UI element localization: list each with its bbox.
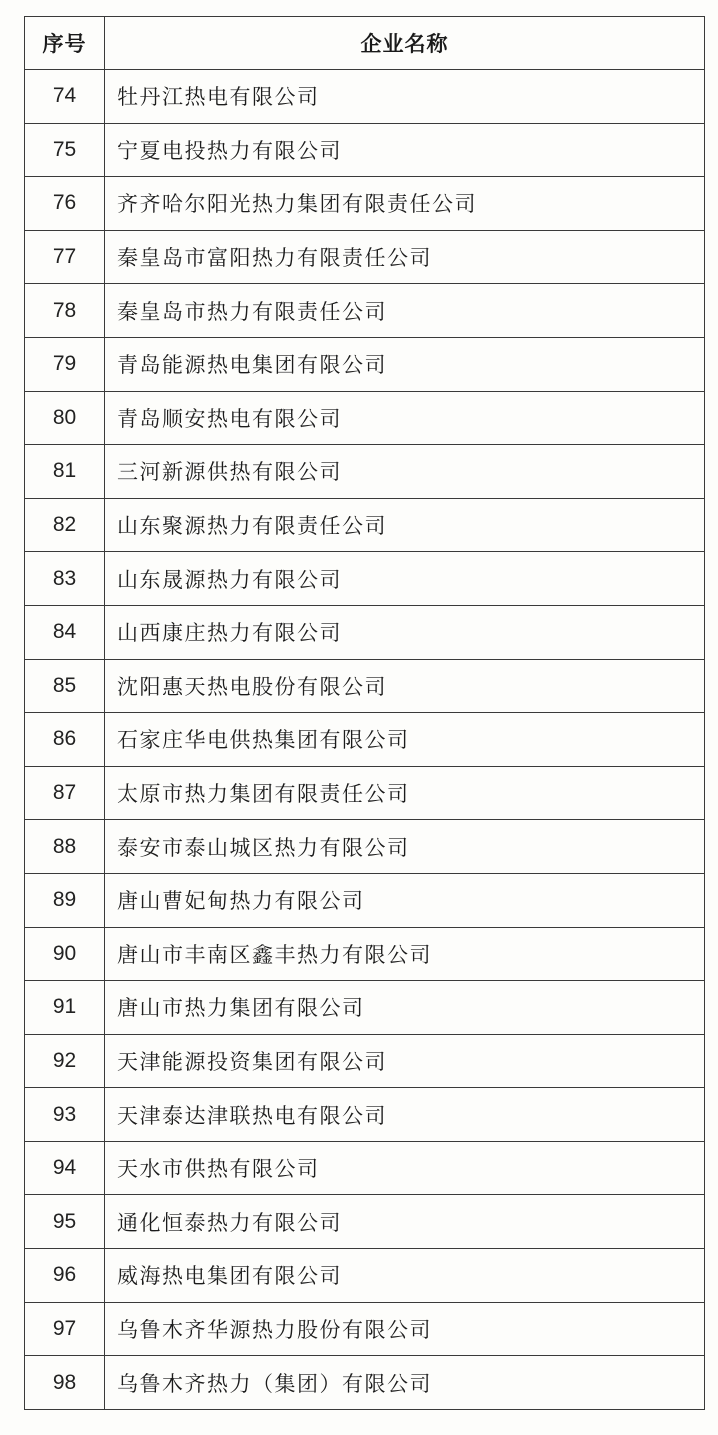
serial-number-cell: 93 [25,1088,105,1142]
enterprise-name-cell: 石家庄华电供热集团有限公司 [105,713,705,767]
table-row [25,981,705,1035]
enterprise-name-cell: 山东晟源热力有限公司 [105,552,705,606]
serial-number-cell: 92 [25,1034,105,1088]
table-row [25,1088,705,1142]
table-row [25,1141,705,1195]
table-row [25,123,705,177]
enterprise-name-cell: 唐山市丰南区鑫丰热力有限公司 [105,927,705,981]
column-header-enterprise-name: 企业名称 [105,17,705,70]
enterprise-name-cell: 天津能源投资集团有限公司 [105,1034,705,1088]
header-row [25,17,705,70]
serial-number-cell: 87 [25,766,105,820]
table-row [25,552,705,606]
serial-number-cell: 74 [25,70,105,124]
enterprise-name-cell: 山西康庄热力有限公司 [105,605,705,659]
table-row [25,1302,705,1356]
table-body [25,70,705,1410]
serial-number-cell: 98 [25,1356,105,1410]
table-row [25,70,705,124]
enterprise-name-cell: 乌鲁木齐热力（集团）有限公司 [105,1356,705,1410]
serial-number-cell: 84 [25,605,105,659]
table-row [25,927,705,981]
serial-number-cell: 76 [25,177,105,231]
serial-number-cell: 79 [25,337,105,391]
serial-number-cell: 77 [25,230,105,284]
enterprise-name-cell: 唐山曹妃甸热力有限公司 [105,873,705,927]
serial-number-cell: 89 [25,873,105,927]
serial-number-cell: 81 [25,445,105,499]
enterprise-name-cell: 乌鲁木齐华源热力股份有限公司 [105,1302,705,1356]
enterprise-name-cell: 牡丹江热电有限公司 [105,70,705,124]
enterprise-name-cell: 威海热电集团有限公司 [105,1249,705,1303]
serial-number-cell: 82 [25,498,105,552]
table-row [25,659,705,713]
serial-number-cell: 88 [25,820,105,874]
enterprise-name-cell: 通化恒泰热力有限公司 [105,1195,705,1249]
table-row [25,873,705,927]
enterprise-name-cell: 山东聚源热力有限责任公司 [105,498,705,552]
serial-number-cell: 85 [25,659,105,713]
enterprise-name-cell: 天水市供热有限公司 [105,1141,705,1195]
enterprise-name-cell: 三河新源供热有限公司 [105,445,705,499]
table-row [25,713,705,767]
enterprise-name-cell: 宁夏电投热力有限公司 [105,123,705,177]
table-header [25,17,705,70]
enterprise-name-cell: 泰安市泰山城区热力有限公司 [105,820,705,874]
serial-number-cell: 94 [25,1141,105,1195]
enterprise-name-cell: 唐山市热力集团有限公司 [105,981,705,1035]
enterprise-name-cell: 齐齐哈尔阳光热力集团有限责任公司 [105,177,705,231]
table-row [25,766,705,820]
serial-number-cell: 96 [25,1249,105,1303]
table-row [25,284,705,338]
table-row [25,605,705,659]
enterprise-name-cell: 青岛顺安热电有限公司 [105,391,705,445]
serial-number-cell: 75 [25,123,105,177]
serial-number-cell: 95 [25,1195,105,1249]
table-row [25,230,705,284]
enterprise-name-cell: 沈阳惠天热电股份有限公司 [105,659,705,713]
table-row [25,820,705,874]
serial-number-cell: 90 [25,927,105,981]
enterprise-name-cell: 秦皇岛市富阳热力有限责任公司 [105,230,705,284]
enterprise-name-cell: 秦皇岛市热力有限责任公司 [105,284,705,338]
enterprise-name-cell: 太原市热力集团有限责任公司 [105,766,705,820]
table-row [25,1034,705,1088]
table-row [25,1249,705,1303]
table-row [25,177,705,231]
table-row [25,1356,705,1410]
table-row [25,498,705,552]
serial-number-cell: 80 [25,391,105,445]
serial-number-cell: 83 [25,552,105,606]
table-row [25,337,705,391]
enterprise-name-cell: 天津泰达津联热电有限公司 [105,1088,705,1142]
table-row [25,391,705,445]
serial-number-cell: 97 [25,1302,105,1356]
enterprise-table [24,16,705,1410]
column-header-serial-number: 序号 [25,17,105,70]
serial-number-cell: 91 [25,981,105,1035]
serial-number-cell: 78 [25,284,105,338]
enterprise-name-cell: 青岛能源热电集团有限公司 [105,337,705,391]
table-row [25,445,705,499]
table-row [25,1195,705,1249]
serial-number-cell: 86 [25,713,105,767]
